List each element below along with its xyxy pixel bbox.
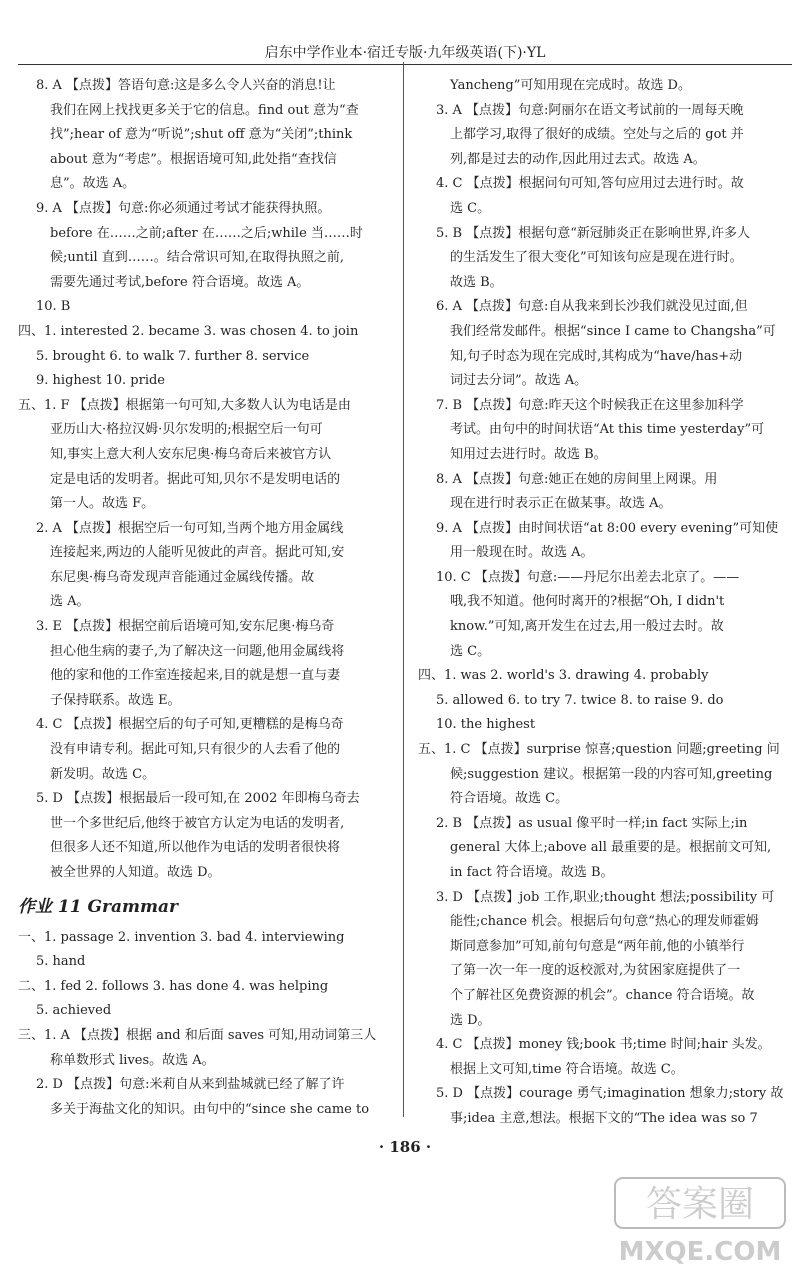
answer-block xyxy=(18,738,382,787)
text-line: 被全世界的人知道。故选 D。 xyxy=(50,865,221,880)
answer-block xyxy=(18,787,382,812)
text-line: 9. A 【点拨】句意:你必须通过考试才能获得执照。 xyxy=(36,200,331,216)
answer-block xyxy=(18,812,382,886)
text-line: 息”。故选 A。 xyxy=(50,176,136,192)
text-line: 东尼奥·梅乌奇发现声音能通过金属线传播。故 xyxy=(50,569,315,585)
answer-block xyxy=(18,345,382,394)
text-line: about 意为“考虑”。根据语境可知,此处指“查找信 xyxy=(50,151,337,167)
text-line: 故选 B。 xyxy=(450,274,503,290)
answer-block xyxy=(418,517,778,542)
text-line: Yancheng”可知用现在完成时。故选 D。 xyxy=(450,78,691,93)
answer-block xyxy=(18,517,382,542)
header-title: 启东中学作业本·宿迁专版·九年级英语(下)·YL xyxy=(264,45,546,61)
answer-block xyxy=(18,1024,382,1049)
answer-block xyxy=(18,418,382,516)
answer-block xyxy=(418,197,778,222)
text-line: before 在……之前;after 在……之后;while 当……时 xyxy=(50,225,363,241)
text-line: 5. D 【点拨】courage 勇气;imagination 想象力;story 故 xyxy=(436,1086,784,1102)
answer-block xyxy=(18,197,382,222)
svg-text:MXQE.COM: MXQE.COM xyxy=(618,1237,782,1267)
text-line: 10. the highest xyxy=(436,717,536,733)
answer-block xyxy=(418,910,778,1033)
answer-block xyxy=(418,74,778,99)
watermark-logo xyxy=(610,1170,790,1270)
text-line: 事;idea 主意,想法。根据下文的“The idea was so 7 xyxy=(450,1110,758,1126)
text-line: 9. highest 10. pride xyxy=(36,373,165,389)
answer-block xyxy=(18,950,382,975)
text-line: 2. D 【点拨】句意:米莉自从来到盐城就已经了解了许 xyxy=(36,1077,345,1093)
answer-block xyxy=(18,320,382,345)
answer-block xyxy=(18,74,382,99)
answer-block xyxy=(418,492,778,517)
text-line: 找”;hear of 意为“听说”;shut off 意为“关闭”;think xyxy=(50,127,353,143)
text-line: 4. C 【点拨】根据空后的句子可知,更糟糕的是梅乌奇 xyxy=(36,717,344,733)
text-line: 10. B xyxy=(36,299,71,315)
answer-block xyxy=(418,590,778,664)
answer-block xyxy=(418,99,778,124)
text-line: 用一般现在时。故选 A。 xyxy=(450,545,594,561)
text-line: 知用过去进行时。故选 B。 xyxy=(450,446,607,462)
text-line: 4. C 【点拨】根据问句可知,答句应用过去进行时。故 xyxy=(436,176,744,192)
text-line: 5. D 【点拨】根据最后一段可知,在 2002 年即梅乌奇去 xyxy=(36,791,360,807)
answer-block xyxy=(418,1058,778,1083)
left-column xyxy=(18,74,382,1122)
text-line: 需要先通过考试,before 符合语境。故选 A。 xyxy=(50,274,310,290)
answer-block xyxy=(418,123,778,172)
answer-block xyxy=(18,1049,382,1074)
text-line: 没有申请专利。据此可知,只有很少的人去看了他的 xyxy=(50,742,341,758)
text-line: 候;until 直到……。结合常识可知,在取得执照之前, xyxy=(50,250,345,266)
text-line: in fact 符合语境。故选 B。 xyxy=(450,865,614,880)
answer-block xyxy=(18,99,382,197)
text-line: 5. achieved xyxy=(36,1003,112,1019)
answer-block xyxy=(18,295,382,320)
text-line: 6. A 【点拨】句意:自从我来到长沙我们就没见过面,但 xyxy=(436,299,748,315)
answer-block xyxy=(418,812,778,837)
text-line: 多关于海盐文化的知识。由句中的“since she came to xyxy=(50,1101,370,1117)
text-line: 9. A 【点拨】由时间状语“at 8:00 every evening”可知使 xyxy=(436,520,779,536)
text-line: 3. A 【点拨】句意:阿丽尔在语文考试前的一周每天晚 xyxy=(436,102,744,118)
text-line: 选 C。 xyxy=(450,643,491,659)
page-number: · 186 · xyxy=(378,1138,432,1156)
text-line: 我们在网上找找更多关于它的信息。find out 意为“查 xyxy=(50,102,359,118)
text-line: 8. A 【点拨】答语句意:这是多么令人兴奋的消息!让 xyxy=(36,78,336,93)
text-line: 能性;chance 机会。根据后句句意“热心的理发师霍姆 xyxy=(450,914,759,930)
answer-block xyxy=(418,541,778,566)
text-line: 五、1. C 【点拨】surprise 惊喜;question 问题;greeting 问 xyxy=(418,742,780,758)
text-line: 作业 11 Grammar xyxy=(18,896,178,917)
text-line: 现在进行时表示正在做某事。故选 A。 xyxy=(450,496,672,512)
text-line: general 大体上;above all 最重要的是。根据前文可知, xyxy=(450,840,772,856)
answer-block xyxy=(418,886,778,911)
answer-block xyxy=(418,394,778,419)
text-line: 四、1. interested 2. became 3. was chosen 4. to join xyxy=(18,323,359,339)
text-line: 但很多人还不知道,所以他作为电话的发明者很快将 xyxy=(50,840,341,856)
text-line: 哦,我不知道。他何时离开的?根据“Oh, I didn't xyxy=(450,594,725,610)
text-line: 定是电话的发明者。据此可知,贝尔不是发明电话的 xyxy=(50,471,341,487)
text-line: 亚历山大·格拉汉姆·贝尔发明的;根据空后一句可 xyxy=(50,422,323,438)
text-line: 连接起来,两边的人能听见彼此的声音。据此可知,安 xyxy=(50,545,345,561)
text-line: 4. C 【点拨】money 钱;book 书;time 时间;hair 头发。 xyxy=(436,1037,771,1053)
answer-block xyxy=(18,975,382,1000)
answer-block xyxy=(418,418,778,467)
text-line: 他的家和他的工作室连接起来,目的就是想一直与妻 xyxy=(50,668,341,684)
text-line: 候;suggestion 建议。根据第一段的内容可知,greeting xyxy=(450,766,773,782)
answer-block xyxy=(418,738,778,763)
answer-block xyxy=(418,1082,784,1107)
text-line: 2. A 【点拨】根据空后一句可知,当两个地方用金属线 xyxy=(36,520,344,536)
text-line: 上都学习,取得了很好的成绩。空处与之后的 got 并 xyxy=(450,127,744,143)
answer-block xyxy=(418,1107,778,1132)
answer-block xyxy=(18,1098,382,1123)
text-line: 10. C 【点拨】句意:——丹尼尔出差去北京了。—— xyxy=(436,569,740,585)
answer-block xyxy=(18,999,382,1024)
answer-block xyxy=(418,566,778,591)
answer-block xyxy=(18,615,382,640)
text-line: 担心他生病的妻子,为了解决这一问题,他用金属线将 xyxy=(50,643,345,659)
text-line: 斯同意参加”可知,前句句意是“两年前,他的小镇举行 xyxy=(450,938,745,954)
text-line: 5. hand xyxy=(36,954,86,970)
text-line: 二、1. fed 2. follows 3. has done 4. was helping xyxy=(18,978,329,994)
text-line: know.”可知,离开发生在过去,用一般过去时。故 xyxy=(450,619,724,635)
text-line: 3. E 【点拨】根据空前后语境可知,安东尼奥·梅乌奇 xyxy=(36,619,335,635)
text-line: 三、1. A 【点拨】根据 and 和后面 saves 可知,用动词第三人 xyxy=(18,1027,377,1043)
column-divider xyxy=(403,62,404,1117)
text-line: 选 A。 xyxy=(50,594,90,610)
text-line: 根据上文可知,time 符合语境。故选 C。 xyxy=(450,1061,684,1077)
text-line: 8. A 【点拨】句意:她正在她的房间里上网课。用 xyxy=(436,471,718,487)
right-column xyxy=(418,74,784,1132)
text-line: 第一人。故选 F。 xyxy=(50,496,155,512)
text-line: 选 C。 xyxy=(450,200,491,216)
answer-block xyxy=(18,713,382,738)
text-line: 的生活发生了很大变化”可知该句应是现在进行时。 xyxy=(450,250,743,266)
text-line: 符合语境。故选 C。 xyxy=(450,791,569,807)
text-line: 个了解社区免费资源的机会”。chance 符合语境。故 xyxy=(450,987,755,1003)
text-line: 知,事实上意大利人安东尼奥·梅乌奇后来被官方认 xyxy=(50,446,332,462)
text-line: 2. B 【点拨】as usual 像平时一样;in fact 实际上;in xyxy=(436,815,748,831)
svg-text:答案圈: 答案圈 xyxy=(645,1184,755,1225)
answer-block xyxy=(418,295,778,320)
text-line: 列,都是过去的动作,因此用过去式。故选 A。 xyxy=(450,151,706,167)
text-line: 7. B 【点拨】句意:昨天这个时候我正在这里参加科学 xyxy=(436,397,744,413)
text-line: 新发明。故选 C。 xyxy=(50,766,156,782)
section-title xyxy=(18,892,382,922)
answer-block xyxy=(418,836,778,885)
answer-block xyxy=(418,320,778,394)
text-line: 一、1. passage 2. invention 3. bad 4. interviewing xyxy=(18,929,345,945)
text-line: 子保持联系。故选 E。 xyxy=(50,692,181,708)
answer-block xyxy=(418,689,778,738)
answer-block xyxy=(418,763,778,812)
answer-block xyxy=(18,640,382,714)
text-line: 5. brought 6. to walk 7. further 8. service xyxy=(36,348,310,364)
text-line: 考试。由句中的时间状语“At this time yesterday”可 xyxy=(450,422,765,438)
answer-block xyxy=(418,172,778,197)
text-line: 称单数形式 lives。故选 A。 xyxy=(50,1052,215,1068)
text-line: 我们经常发邮件。根据“since I came to Changsha”可 xyxy=(450,323,776,339)
text-line: 5. allowed 6. to try 7. twice 8. to raise 9. do xyxy=(436,692,724,708)
text-line: 了第一次一年一度的返校派对,为贫困家庭提供了一 xyxy=(450,963,741,979)
answer-block xyxy=(418,246,778,295)
text-line: 五、1. F 【点拨】根据第一句可知,大多数人认为电话是由 xyxy=(18,397,351,413)
answer-block xyxy=(18,926,382,951)
answer-block xyxy=(18,394,382,419)
answer-block xyxy=(18,1073,382,1098)
answer-block xyxy=(418,222,778,247)
answer-block xyxy=(418,1033,778,1058)
answer-block xyxy=(418,468,778,493)
text-line: 5. B 【点拨】根据句意“新冠肺炎正在影响世界,许多人 xyxy=(436,225,750,241)
text-line: 世一个多世纪后,他终于被官方认定为电话的发明者, xyxy=(50,815,345,831)
text-line: 选 D。 xyxy=(450,1012,491,1028)
answer-block xyxy=(418,664,778,689)
text-line: 四、1. was 2. world's 3. drawing 4. probably xyxy=(418,668,709,684)
text-line: 3. D 【点拨】job 工作,职业;thought 想法;possibility 可 xyxy=(436,889,775,905)
text-line: 知,句子时态为现在完成时,其构成为“have/has+动 xyxy=(450,348,743,364)
answer-block xyxy=(18,222,382,296)
answer-block xyxy=(18,541,382,615)
text-line: 词过去分词”。故选 A。 xyxy=(450,373,588,389)
page-header xyxy=(18,38,792,65)
